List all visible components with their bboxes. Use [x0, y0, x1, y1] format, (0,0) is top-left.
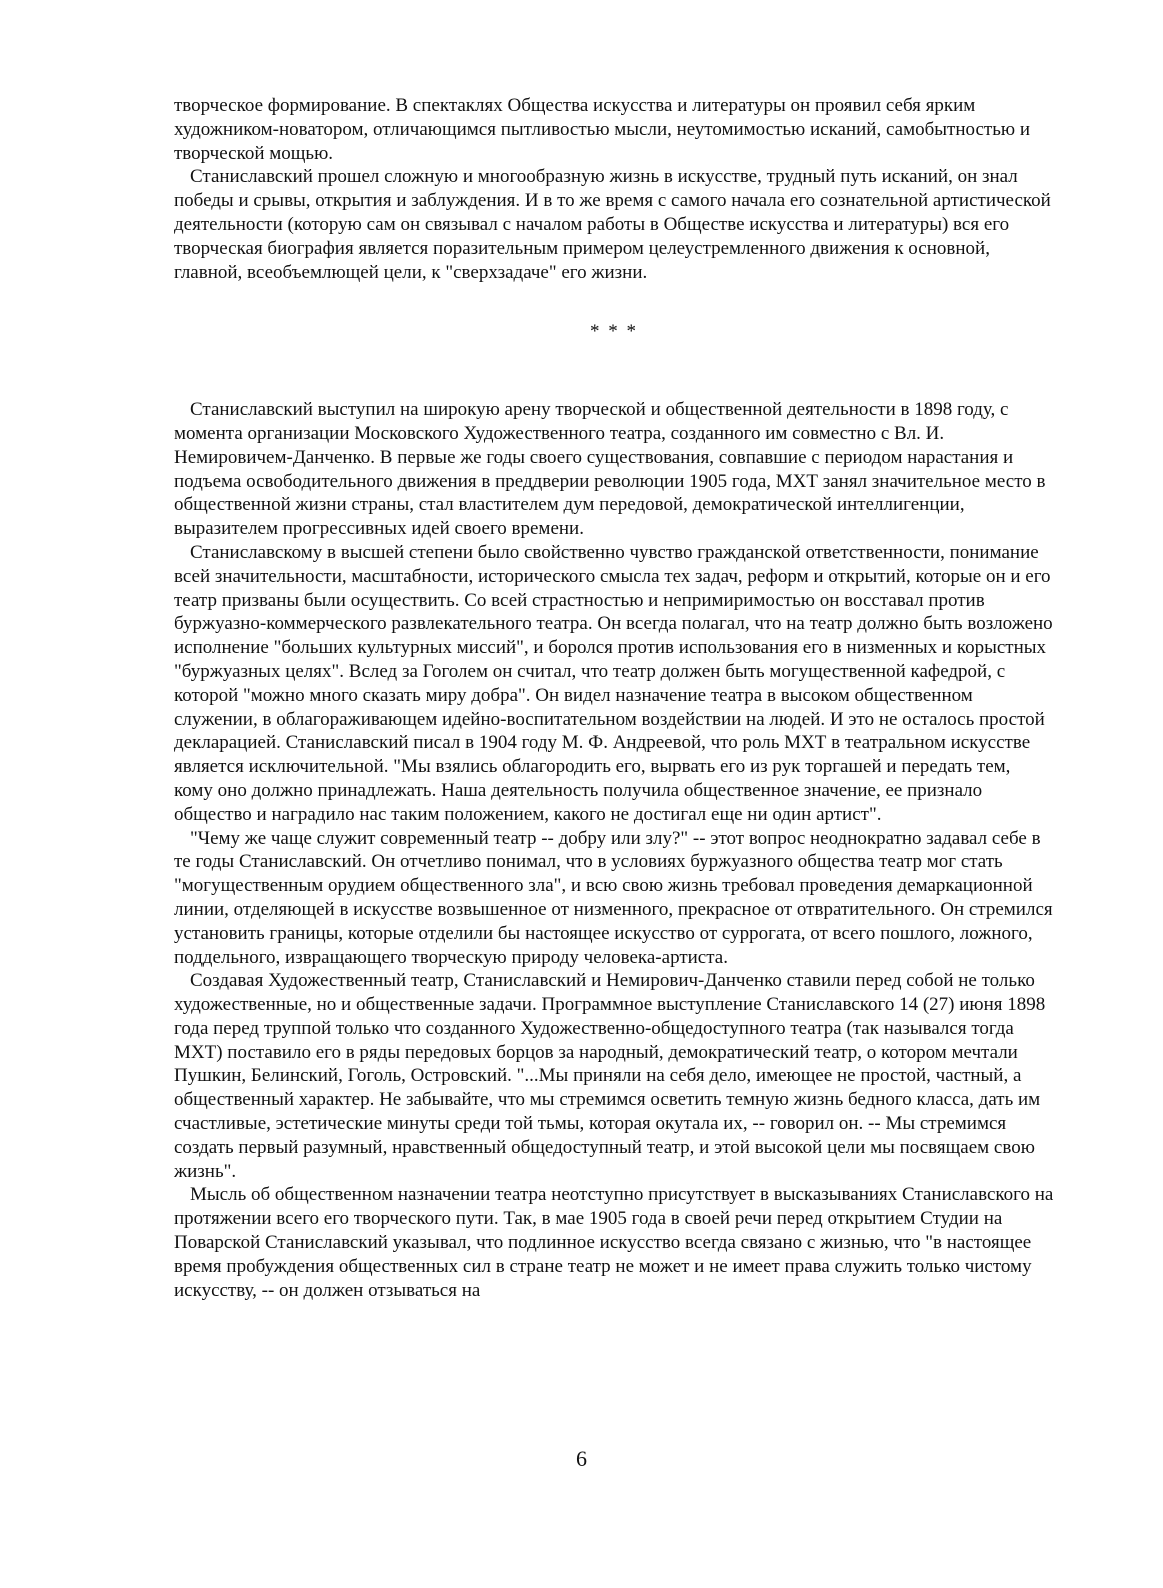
paragraph: творческое формирование. В спектаклях Общества искусства и литературы он проявил себя ярким художником-новатором, отличающимся пытливостью мысли, неутомимостью исканий, самобытностью и творческой мощью.	[174, 95, 1030, 164]
section-separator: * * *	[590, 321, 638, 343]
paragraph: "Чему же чаще служит современный театр -- добру или злу?" -- этот вопрос неоднократно задавал себе в те годы Станиславский. Он отчетливо понимал, что в условиях буржуазного общества театр мог стать "могущественным орудием общественного зла", и всю свою жизнь требовал проведения демаркационной линии, отделяющей в искусстве возвышенное от низменного, прекрасное от отвратительного. Он стремился установить границы, которые отделили бы настоящее искусство от суррогата, от всего пошлого, ложного, поддельного, извращающего творческую природу человека-артиста.	[174, 827, 1053, 968]
paragraph: Станиславскому в высшей степени было свойственно чувство гражданской ответственности, понимание всей значительности, масштабности, исторического смысла тех задач, реформ и открытий, которые он и его театр призваны были осуществить. Со всей страстностью и непримиримостью он восставал против буржуазно-коммерческого развлекательного театра. Он всегда полагал, что на театр должно быть возложено исполнение "больших культурных миссий", и боролся против использования его в низменных и корыстных "буржуазных целях". Вслед за Гоголем он считал, что театр должен быть могущественной кафедрой, с которой "можно много сказать миру добра". Он видел назначение театра в высоком общественном служении, в облагораживающем идейно-воспитательном воздействии на людей. И это не осталось простой декларацией. Станиславский писал в 1904 году М. Ф. Андреевой, что роль МХТ в театральном искусстве является исключительной. "Мы взялись облагородить его, вырвать его из рук торгашей и передать тем, кому оно должно принадлежать. Наша деятельность получила общественное значение, ее признало общество и наградило нас таким положением, какого не достигал еще ни один артист".	[174, 541, 1053, 825]
paragraph: Создавая Художественный театр, Станиславский и Немирович-Данченко ставили перед собой не только художественные, но и общественные задачи. Программное выступление Станиславского 14 (27) июня 1898 года перед труппой только что созданного Художественно-общедоступного театра (так назывался тогда МХТ) поставило его в ряды передовых борцов за народный, демократический театр, о котором мечтали Пушкин, Белинский, Гоголь, Островский. "...Мы приняли на себя дело, имеющее не простой, частный, а общественный характер. Не забывайте, что мы стремимся осветить темную жизнь бедного класса, дать им счастливые, эстетические минуты среди той тьмы, которая окутала их, -- говорил он. -- Мы стремимся создать первый разумный, нравственный общедоступный театр, и этой высокой цели мы посвящаем свою жизнь".	[174, 970, 1046, 1182]
document-page	[174, 94, 1054, 1302]
paragraph: Станиславский выступил на широкую арену творческой и общественной деятельности в 1898 году, с момента организации Московского Художественного театра, созданного им совместно с Вл. И. Немировичем-Данченко. В первые же годы своего существования, совпавшие с периодом нарастания и подъема освободительного движения в преддверии революции 1905 года, МХТ занял значительное место в общественной жизни страны, стал властителем дум передовой, демократической интеллигенции, выразителем прогрессивных идей своего времени.	[174, 399, 1046, 540]
paragraph: Мысль об общественном назначении театра неотступно присутствует в высказываниях Станиславского на протяжении всего его творческого пути. Так, в мае 1905 года в своей речи перед открытием Студии на Поварской Станиславский указывал, что подлинное искусство всегда связано с жизнью, что "в настоящее время пробуждения общественных сил в стране театр не может и не имеет права служить только чистому искусству, -- он должен отзываться на	[174, 1184, 1054, 1301]
paragraph: Станиславский прошел сложную и многообразную жизнь в искусстве, трудный путь исканий, он знал победы и срывы, открытия и заблуждения. И в то же время с самого начала его сознательной артистической деятельности (которую сам он связывал с началом работы в Обществе искусства и литературы) вся его творческая биография является поразительным примером целеустремленного движения к основной, главной, всеобъемлющей цели, к "сверхзадаче" его жизни.	[174, 166, 1051, 283]
page-number: 6	[576, 1446, 587, 1471]
